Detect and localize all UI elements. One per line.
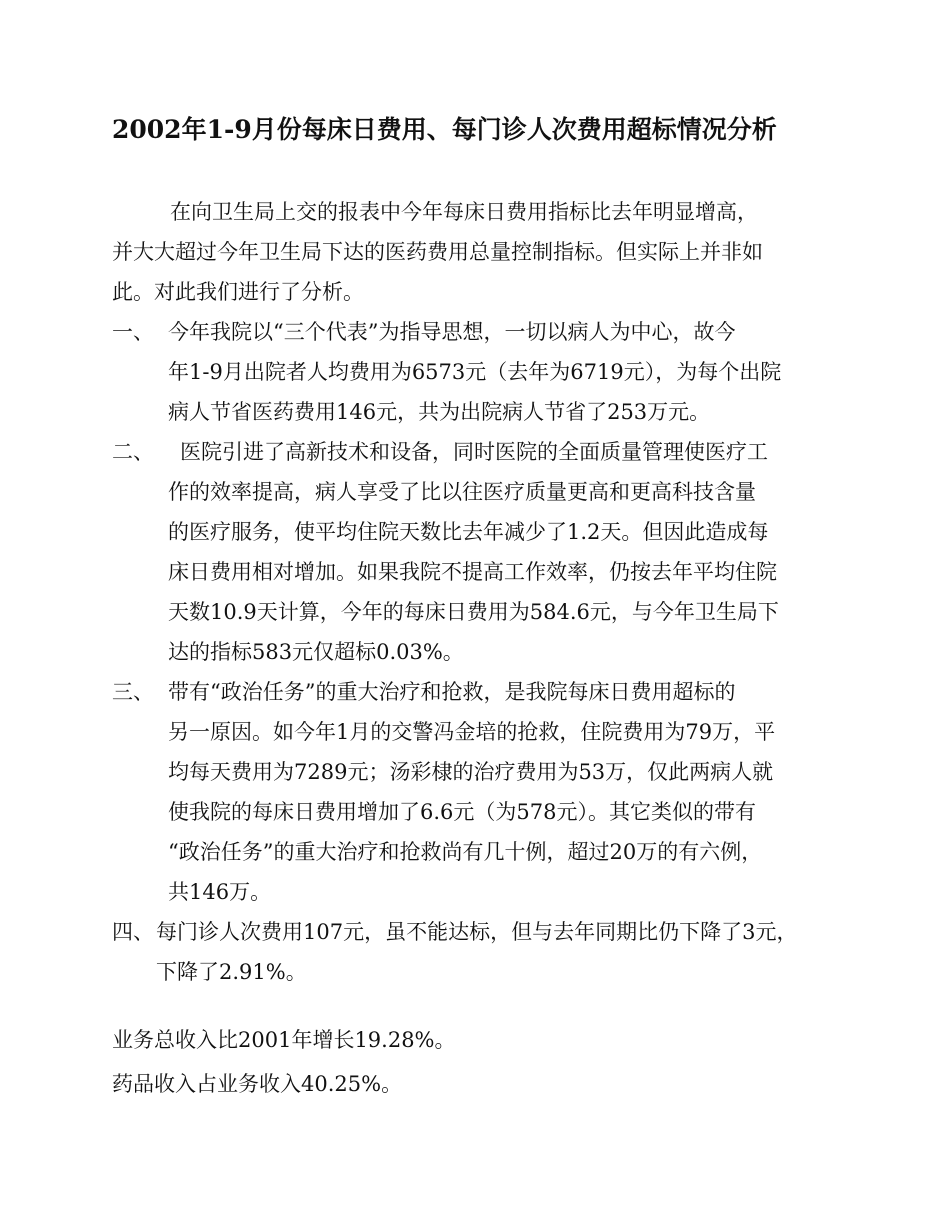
item-4-line-2: 下降了2.91%。 bbox=[156, 960, 307, 984]
item-2-line-1: 医院引进了高新技术和设备，同时医院的全面质量管理使医疗工 bbox=[180, 440, 768, 464]
item-2-line-4: 床日费用相对增加。如果我院不提高工作效率，仍按去年平均住院 bbox=[168, 560, 777, 584]
item-4-line-1: 每门诊人次费用107元，虽不能达标，但与去年同期比仍下降了3元， bbox=[156, 920, 798, 944]
item-1-line-3: 病人节省医药费用146元，共为出院病人节省了253万元。 bbox=[168, 400, 711, 424]
item-2-marker: 二、 bbox=[112, 440, 154, 464]
document-title: 2002年1-9月份每床日费用、每门诊人次费用超标情况分析 bbox=[112, 115, 777, 144]
item-1-line-1: 今年我院以“三个代表”为指导思想，一切以病人为中心，故今 bbox=[168, 320, 736, 344]
item-3-line-5: “政治任务”的重大治疗和抢救尚有几十例，超过20万的有六例， bbox=[168, 840, 763, 864]
item-2-line-5: 天数10.9天计算，今年的每床日费用为584.6元，与今年卫生局下 bbox=[168, 600, 779, 624]
item-4-marker: 四、 bbox=[112, 920, 154, 944]
item-3-line-2: 另一原因。如今年1月的交警冯金培的抢救，住院费用为79万，平 bbox=[168, 720, 776, 744]
intro-line-2: 并大大超过今年卫生局下达的医药费用总量控制指标。但实际上并非如 bbox=[112, 240, 763, 264]
item-2-line-3: 的医疗服务，使平均住院天数比去年减少了1.2天。但因此造成每 bbox=[168, 520, 769, 544]
item-2-line-6: 达的指标583元仅超标0.03%。 bbox=[168, 640, 464, 664]
item-3-line-3: 均每天费用为7289元；汤彩棣的治疗费用为53万，仅此两病人就 bbox=[168, 760, 774, 784]
intro-line-3: 此。对此我们进行了分析。 bbox=[112, 280, 364, 304]
summary-line-2: 药品收入占业务收入40.25%。 bbox=[112, 1072, 403, 1096]
item-1-marker: 一、 bbox=[112, 320, 154, 344]
item-2-line-2: 作的效率提高，病人享受了比以往医疗质量更高和更高科技含量 bbox=[168, 480, 756, 504]
item-3-line-1: 带有“政治任务”的重大治疗和抢救，是我院每床日费用超标的 bbox=[168, 680, 736, 704]
item-1-line-2: 年1-9月出院者人均费用为6573元（去年为6719元），为每个出院 bbox=[168, 360, 782, 384]
item-3-line-6: 共146万。 bbox=[168, 880, 272, 904]
item-3-marker: 三、 bbox=[112, 680, 154, 704]
summary-line-1: 业务总收入比2001年增长19.28%。 bbox=[112, 1028, 456, 1052]
item-3-line-4: 使我院的每床日费用增加了6.6元（为578元）。其它类似的带有 bbox=[168, 800, 756, 824]
intro-line-1: 在向卫生局上交的报表中今年每床日费用指标比去年明显增高， bbox=[170, 200, 758, 224]
